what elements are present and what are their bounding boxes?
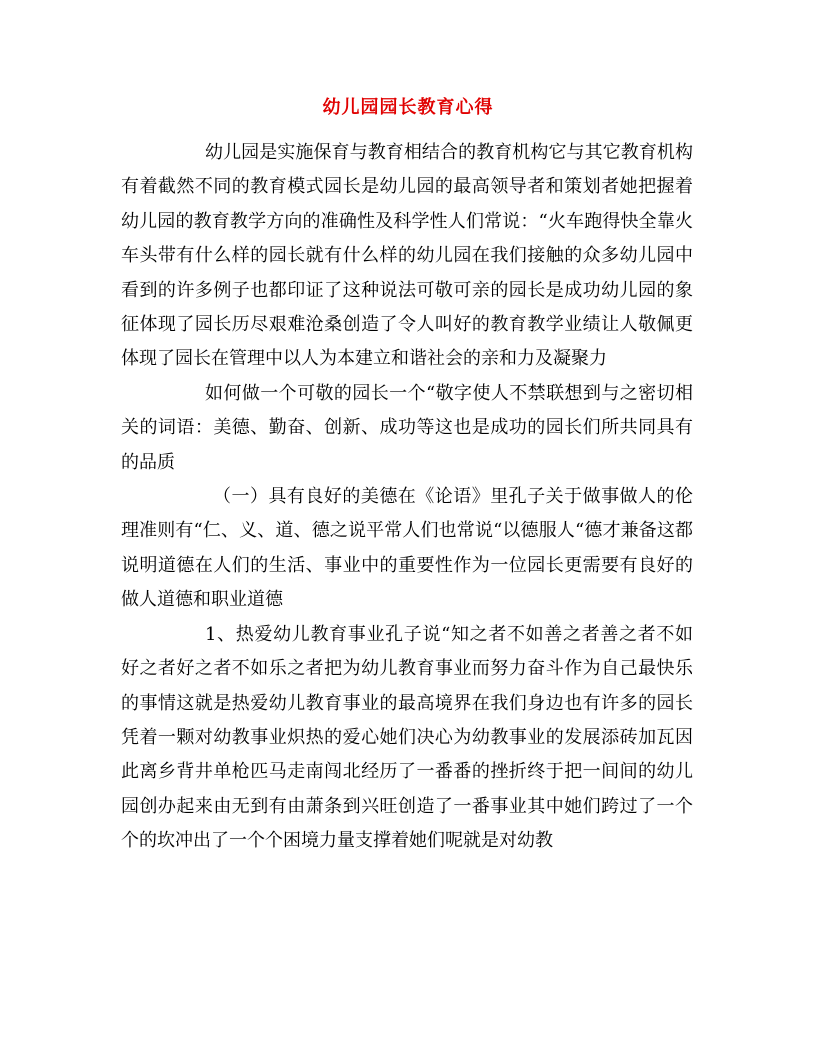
paragraph-intro: 幼儿园是实施保育与教育相结合的教育机构它与其它教育机构有着截然不同的教育模式园长是幼儿园的最高领导者和策划者她把握着幼儿园的教育教学方向的准确性及科学性人们常说：“火车跑得快全靠火车头带有什么样的园长就有什么样的幼儿园在我们接触的众多幼儿园中看到的许多例子也都印证了这种说法可敬可亲的园长是成功幼儿园的象征体现了园长历尽艰难沧桑创造了令人叫好的教育教学业绩让人敬佩更体现了园长在管理中以人为本建立和谐社会的亲和力及凝聚力 (121, 142, 693, 370)
paragraph-section-one: （一）具有良好的美德在《论语》里孔子关于做事做人的伦理准则有“仁、义、道、德之说平常人们也常说“以德服人“德才兼备这都说明道德在人们的生活、事业中的重要性作为一位园长更需要有良好的做人道德和职业道德 (121, 486, 693, 611)
paragraph-respected-principal: 如何做一个可敬的园长一个“敬字使人不禁联想到与之密切相关的词语：美德、勤奋、创新、成功等这也是成功的园长们所共同具有的品质 (121, 382, 693, 473)
document-body (121, 136, 693, 859)
document-title: 幼儿园园长教育心得 (322, 97, 494, 118)
paragraph-item-one: 1、热爱幼儿教育事业孔子说“知之者不如善之者善之者不如好之者好之者不如乐之者把为幼儿教育事业而努力奋斗作为自己最快乐的事情这就是热爱幼儿教育事业的最高境界在我们身边也有许多的园长凭着一颗对幼教事业炽热的爱心她们决心为幼教事业的发展添砖加瓦因此离乡背井单枪匹马走南闯北经历了一番番的挫折终于把一间间的幼儿园创办起来由无到有由萧条到兴旺创造了一番事业其中她们跨过了一个个的坎冲出了一个个困境力量支撑着她们呢就是对幼教 (121, 623, 693, 852)
